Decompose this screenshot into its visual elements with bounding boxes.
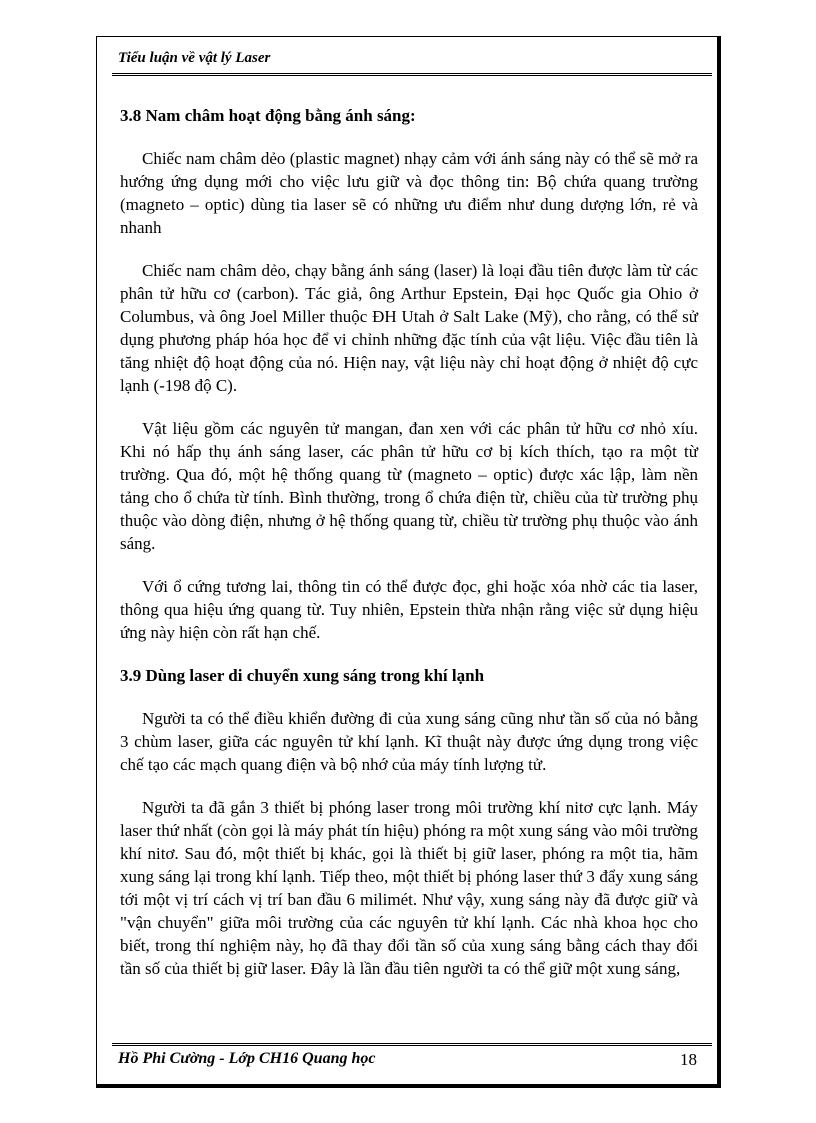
section-heading: 3.8 Nam châm hoạt động bằng ánh sáng: <box>120 106 416 125</box>
section-heading: 3.9 Dùng laser di chuyển xung sáng trong khí lạnh <box>120 666 485 685</box>
running-header: Tiểu luận về vật lý Laser <box>118 50 271 66</box>
section-3-8 <box>120 104 698 644</box>
paragraph: Chiếc nam châm dẻo, chạy bằng ánh sáng (laser) là loại đầu tiên được làm từ các phân tử hữu cơ (carbon). Tác giả, ông Arthur Epstein, Đại học Quốc gia Ohio ở Columbus, và ông Joel Miller thuộc ĐH Utah ở Salt Lake (Mỹ), cho rằng, có thể sử dụng phương pháp hóa học để vi chỉnh những đặc tính của vật liệu. Việc đầu tiên là tăng nhiệt độ hoạt động của nó. Hiện nay, vật liệu này chỉ hoạt động ở nhiệt độ cực lạnh (-198 độ C). <box>120 261 698 395</box>
footer-author: Hồ Phi Cường - Lớp CH16 Quang học <box>118 1050 376 1067</box>
document-body <box>120 104 698 1001</box>
paragraph: Người ta đã gắn 3 thiết bị phóng laser trong môi trường khí nitơ cực lạnh. Máy laser thứ nhất (còn gọi là máy phát tín hiệu) phóng ra một xung sáng vào môi trường khí nitơ. Sau đó, một thiết bị khác, gọi là thiết bị giữ laser, phóng ra một tia, hãm xung sáng lại trong khí lạnh. Tiếp theo, một thiết bị phóng laser thứ 3 đẩy xung sáng tới một vị trí cách vị trí ban đầu 6 milimét. Như vậy, xung sáng này đã được giữ và "vận chuyển" giữa môi trường của các nguyên tử khí lạnh. Các nhà khoa học cho biết, trong thí nghiệm này, họ đã thay đổi tần số của xung sáng bằng cách thay đổi tần số của thiết bị giữ laser. Đây là lần đầu tiên người ta có thể giữ một xung sáng, <box>120 798 698 978</box>
page-number: 18 <box>680 1050 697 1069</box>
footer-divider <box>112 1043 712 1046</box>
section-3-9 <box>120 664 698 980</box>
paragraph: Với ổ cứng tương lai, thông tin có thể được đọc, ghi hoặc xóa nhờ các tia laser, thông qua hiệu ứng quang từ. Tuy nhiên, Epstein thừa nhận rằng việc sử dụng hiệu ứng này hiện còn rất hạn chế. <box>120 577 698 642</box>
header-divider <box>112 73 712 76</box>
paragraph: Chiếc nam châm dẻo (plastic magnet) nhạy cảm với ánh sáng này có thể sẽ mở ra hướng ứng dụng mới cho việc lưu giữ và đọc thông tin: Bộ chứa quang trường (magneto – optic) dùng tia laser sẽ có những ưu điểm như dung dượng lớn, rẻ và nhanh <box>120 149 698 237</box>
paragraph: Vật liệu gồm các nguyên tử mangan, đan xen với các phân tử hữu cơ nhỏ xíu. Khi nó hấp thụ ánh sáng laser, các phân tử hữu cơ bị kích thích, tạo ra một từ trường. Qua đó, một hệ thống quang từ (magneto – optic) được xác lập, làm nền tảng cho ổ chứa từ tính. Bình thường, trong ổ chứa điện từ, chiều của từ trường phụ thuộc vào dòng điện, nhưng ở hệ thống quang từ, chiều từ trường phụ thuộc vào ánh sáng. <box>120 419 698 553</box>
paragraph: Người ta có thể điều khiển đường đi của xung sáng cũng như tần số của nó bằng 3 chùm laser, giữa các nguyên tử khí lạnh. Kĩ thuật này được ứng dụng trong việc chế tạo các mạch quang điện và bộ nhớ của máy tính lượng tử. <box>120 709 698 774</box>
